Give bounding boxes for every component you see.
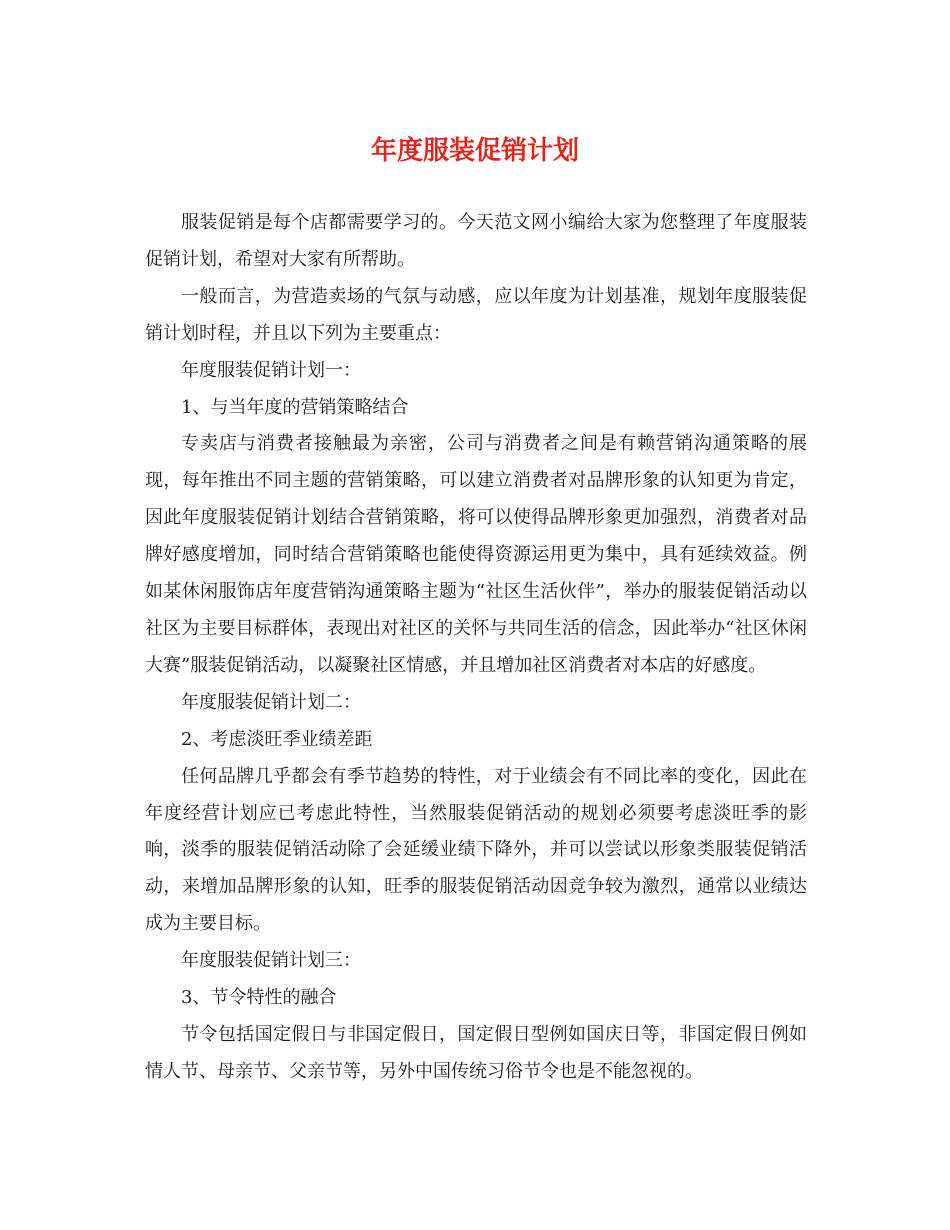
paragraph-section-two: 任何品牌几乎都会有季节趋势的特性，对于业绩会有不同比率的变化，因此在年度经营计划应已考虑此特性，当然服装促销活动的规划必须要考虑淡旺季的影响，淡季的服装促销活动除了会延缓业绩下降外，并可以尝试以形象类服装促销活动，来增加品牌形象的认知，旺季的服装促销活动因竞争较为激烈，通常以业绩达成为主要目标。 xyxy=(145,765,807,935)
paragraph-overview: 一般而言，为营造卖场的气氛与动感，应以年度为计划基准，规划年度服装促销计划时程，并且以下列为主要重点： xyxy=(145,285,807,344)
document-title: 年度服装促销计划 xyxy=(370,136,579,166)
plan-heading-two: 年度服装促销计划二： xyxy=(181,691,361,713)
plan-heading-three: 年度服装促销计划三： xyxy=(181,950,361,972)
paragraph-section-three: 节令包括国定假日与非国定假日，国定假日型例如国庆日等，非国定假日例如情人节、母亲节、父亲节等，另外中国传统习俗节令也是不能忽视的。 xyxy=(145,1023,807,1082)
plan-heading-one: 年度服装促销计划一： xyxy=(181,359,361,381)
paragraph-section-one: 专卖店与消费者接触最为亲密，公司与消费者之间是有赖营销沟通策略的展现，每年推出不同主题的营销策略，可以建立消费者对品牌形象的认知更为肯定，因此年度服装促销计划结合营销策略，将可以使得品牌形象更加强烈，消费者对品牌好感度增加，同时结合营销策略也能使得资源运用更为集中，具有延续效益。例如某休闲服饰店年度营销沟通策略主题为“社区生活伙伴”，举办的服装促销活动以社区为主要目标群体，表现出对社区的关怀与共同生活的信念，因此举办“社区休闲大赛”服装促销活动，以凝聚社区情感，并且增加社区消费者对本店的好感度。 xyxy=(145,433,807,676)
paragraph-intro: 服装促销是每个店都需要学习的。今天范文网小编给大家为您整理了年度服装促销计划，希望对大家有所帮助。 xyxy=(145,212,807,270)
section-heading-three: 3、节令特性的融合 xyxy=(181,987,337,1009)
section-heading-one: 1、与当年度的营销策略结合 xyxy=(181,396,409,418)
document-body xyxy=(145,205,807,1091)
section-heading-two: 2、考虑淡旺季业绩差距 xyxy=(181,728,373,750)
